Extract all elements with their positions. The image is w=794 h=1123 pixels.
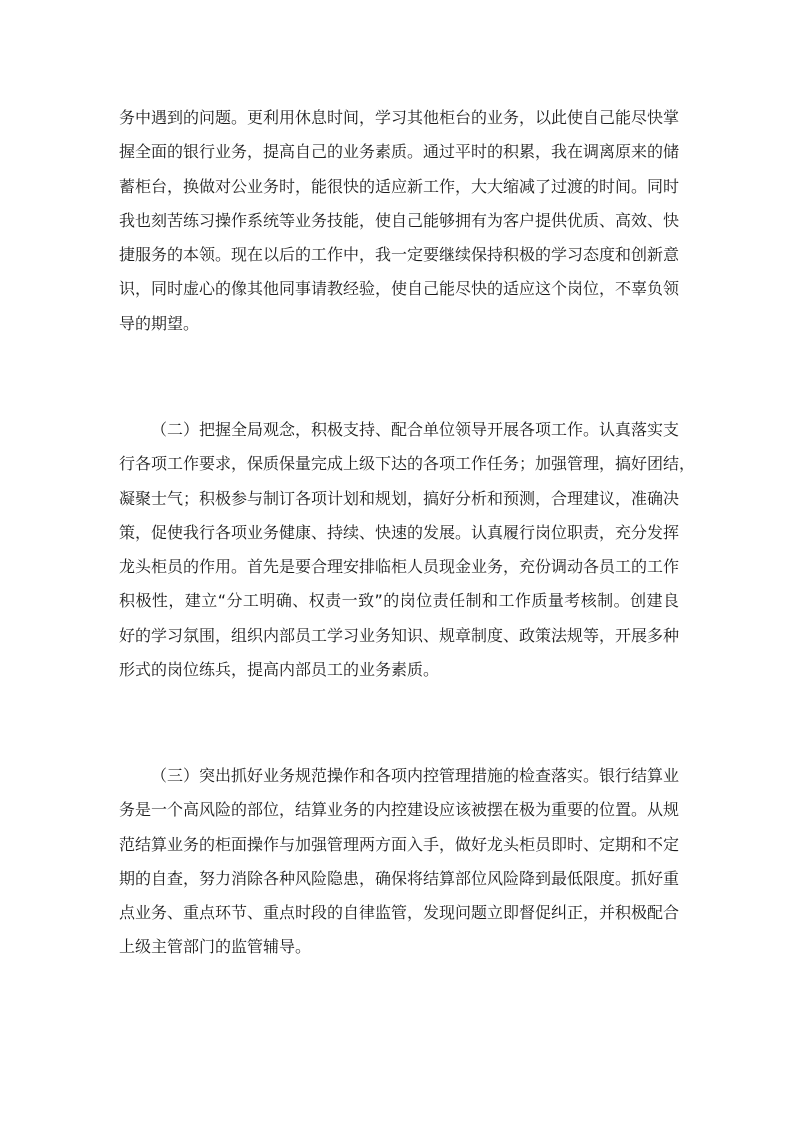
paragraph-line: 策，促使我行各项业务健康、持续、快速的发展。认真履行岗位职责，充分发挥 — [119, 522, 680, 542]
paragraph-line: 导的期望。 — [119, 313, 200, 333]
paragraph-line: 点业务、重点环节、重点时段的自律监管，发现问题立即督促纠正，并积极配合 — [119, 903, 680, 923]
paragraph-line: 务是一个高风险的部位，结算业务的内控建设应该被摆在极为重要的位置。从规 — [119, 800, 680, 820]
paragraph-line: 期的自查，努力消除各种风险隐患，确保将结算部位风险降到最低限度。抓好重 — [119, 868, 680, 888]
paragraph-line: 形式的岗位练兵，提高内部员工的业务素质。 — [119, 660, 440, 680]
paragraph-line: 蓄柜台，换做对公业务时，能很快的适应新工作，大大缩减了过渡的时间。同时 — [119, 176, 680, 196]
paragraph-line: 上级主管部门的监管辅导。 — [119, 937, 312, 957]
paragraph-line: 龙头柜员的作用。首先是要合理安排临柜人员现金业务，充份调动各员工的工作 — [119, 557, 680, 577]
paragraph-line: 务中遇到的问题。更利用休息时间，学习其他柜台的业务，以此使自己能尽快掌 — [119, 108, 680, 127]
paragraph-study-experience — [119, 101, 679, 341]
paragraph-line: 积极性，建立“分工明确、权责一致”的岗位责任制和工作质量考核制。创建良 — [119, 591, 679, 611]
paragraph-line: 好的学习氛围，组织内部员工学习业务知识、规章制度、政策法规等，开展多种 — [119, 625, 680, 645]
paragraph-line: 握全面的银行业务，提高自己的业务素质。通过平时的积累，我在调离原来的储 — [119, 142, 680, 162]
paragraph-line: 识，同时虚心的像其他同事请教经验，使自己能尽快的适应这个岗位，不辜负领 — [119, 279, 680, 299]
paragraph-section-three — [119, 759, 679, 965]
paragraph-line: （三）突出抓好业务规范操作和各项内控管理措施的检查落实。银行结算业 — [151, 766, 680, 785]
paragraph-line: 范结算业务的柜面操作与加强管理两方面入手，做好龙头柜员即时、定期和不定 — [119, 834, 680, 854]
paragraph-section-two — [119, 413, 696, 687]
paragraph-line: 我也刻苦练习操作系统等业务技能，使自己能够拥有为客户提供优质、高效、快 — [119, 210, 680, 230]
paragraph-line: 捷服务的本领。现在以后的工作中，我一定要继续保持积极的学习态度和创新意 — [119, 245, 680, 265]
paragraph-line: 行各项工作要求，保质保量完成上级下达的各项工作任务；加强管理，搞好团结， — [119, 454, 696, 474]
paragraph-line: 凝聚士气；积极参与制订各项计划和规划，搞好分析和预测，合理建议，准确决 — [119, 488, 680, 508]
paragraph-line: （二）把握全局观念，积极支持、配合单位领导开展各项工作。认真落实支 — [151, 420, 680, 439]
